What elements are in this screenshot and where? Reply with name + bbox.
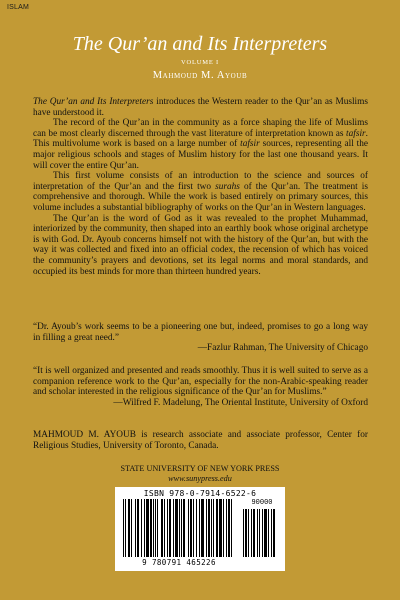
ean-barcode — [123, 499, 238, 557]
barcode-bar — [268, 509, 269, 557]
barcode-bar — [257, 509, 258, 557]
publisher-block — [0, 464, 400, 484]
barcode-bar — [193, 499, 194, 557]
barcode-bar — [150, 499, 152, 557]
barcode-bar — [201, 499, 204, 557]
addon-bars — [243, 499, 281, 557]
barcode-bar — [190, 499, 192, 557]
description — [33, 97, 368, 277]
barcode-bar — [164, 499, 165, 557]
barcode-bar — [211, 499, 212, 557]
barcode-bar — [128, 499, 130, 557]
barcode-bar — [157, 499, 158, 557]
category-label: ISLAM — [7, 4, 30, 11]
barcode-bar — [123, 499, 124, 557]
book-title-inline: The Qur’an and Its Interpreters — [33, 97, 154, 107]
barcode-bar — [125, 499, 126, 557]
barcode-bar — [175, 499, 178, 557]
barcode-bar — [219, 499, 222, 557]
author-name: Mahmoud M. Ayoub — [152, 70, 248, 81]
barcode-bar — [144, 499, 145, 557]
barcode-bar — [271, 509, 272, 557]
barcode-panel — [115, 487, 285, 571]
barcode-bar — [183, 499, 185, 557]
barcode-bar — [181, 499, 182, 557]
barcode-bar — [135, 499, 136, 557]
barcode-bar — [262, 509, 263, 557]
barcode-bar — [226, 499, 227, 557]
publisher-name: STATE UNIVERSITY OF NEW YORK PRESS — [120, 464, 280, 473]
barcode-bar — [161, 499, 163, 557]
description-paragraph-3: This first volume consists of an introduction to the science and sources of interpretation of the Qur’an and the first two surahs of the Qur’an. The treatment is comprehensive and thorough. While the work is based entirely on primary sources, this volume includes a substantial bibliography of works on the Qur’an in Western languages. — [33, 171, 368, 213]
quote-attribution: —Wilfred F. Madelung, The Oriental Institute, University of Oxford — [113, 397, 368, 408]
volume-label: VOLUME I — [181, 59, 219, 66]
barcode-bar — [251, 509, 252, 557]
barcode-bar — [153, 499, 154, 557]
barcode-bar — [206, 499, 207, 557]
description-paragraph-1: The Qur’an and Its Interpreters introduces the Western reader to the Qur’an as Muslims have understood it. — [33, 97, 368, 118]
barcode-bar — [137, 499, 139, 557]
author-bio: MAHMOUD M. AYOUB is research associate and associate professor, Center for Religious Studies, University of Toronto, Canada. — [33, 430, 368, 451]
barcode-bar — [155, 499, 156, 557]
description-paragraph-2: The record of the Qur’an in the community as a force shaping the life of Muslims can be most clearly discerned through the vast literature of interpretation known as tafsir. This multivolume work is based on a large number of tafsir sources, representing all the major religious schools and stages of Muslim history for the last one thousand years. It will cover the entire Qur’an. — [33, 118, 368, 171]
barcode-bar — [208, 499, 210, 557]
book-title: The Qur’an and Its Interpreters — [72, 33, 328, 55]
barcode-bars — [123, 499, 238, 557]
barcode-bar — [264, 509, 267, 557]
barcode-bar — [273, 509, 275, 557]
barcode-bar — [199, 499, 200, 557]
barcode-bar — [228, 499, 230, 557]
barcode-bar — [231, 499, 232, 557]
barcode-bar — [245, 509, 247, 557]
barcode-bar — [146, 499, 149, 557]
barcode-bar — [167, 499, 168, 557]
barcode-bar — [173, 499, 174, 557]
description-paragraph-4: The Qur’an is the word of God as it was revealed to the prophet Muhammad, interiorized by the community, then shaped into an earthly book whose original archetype is with God. Dr. Ayoub concerns himself not with the history of the Qur’an, but with the way it was collected and fixed into an official codex, the recension of which has voiced the community’s prayers and devotions, set its legal norms and moral standards, and occupied its best minds for more than thirteen hundred years. — [33, 213, 368, 277]
isbn-text: ISBN 978-0-7914-6522-6 — [143, 489, 257, 498]
quote-text: “It is well organized and presented and reads smoothly. Thus it is well suited to serve as a companion reference work to the Qur’an, especially for the non-Arabic-speaking reader and scholar interested in the religious significance of the Qur’an for Muslims.” — [33, 366, 368, 398]
barcode-bar — [259, 509, 260, 557]
barcode-bar — [248, 509, 249, 557]
addon-digits: 90000 — [251, 499, 273, 507]
ean-digits: 9 780791 465226 — [142, 558, 216, 567]
review-quote-1 — [33, 322, 368, 354]
quote-text: “Dr. Ayoub’s work seems to be a pioneering one but, indeed, promises to go a long way in filling a great need.” — [33, 322, 368, 343]
barcode-bar — [169, 499, 171, 557]
barcode-bar — [131, 499, 132, 557]
barcode-bar — [243, 509, 244, 557]
barcode-bar — [213, 499, 214, 557]
barcode-bar — [188, 499, 189, 557]
barcode-bar — [196, 499, 197, 557]
addon-barcode — [243, 499, 281, 557]
barcode-bar — [179, 499, 180, 557]
barcode-bar — [223, 499, 224, 557]
publisher-url: www.sunypress.edu — [168, 474, 232, 483]
quote-attribution: —Fazlur Rahman, The University of Chicago — [197, 343, 368, 354]
barcode-bar — [216, 499, 218, 557]
review-quote-2 — [33, 366, 368, 408]
barcode-bar — [141, 499, 142, 557]
barcode-bar — [253, 509, 255, 557]
